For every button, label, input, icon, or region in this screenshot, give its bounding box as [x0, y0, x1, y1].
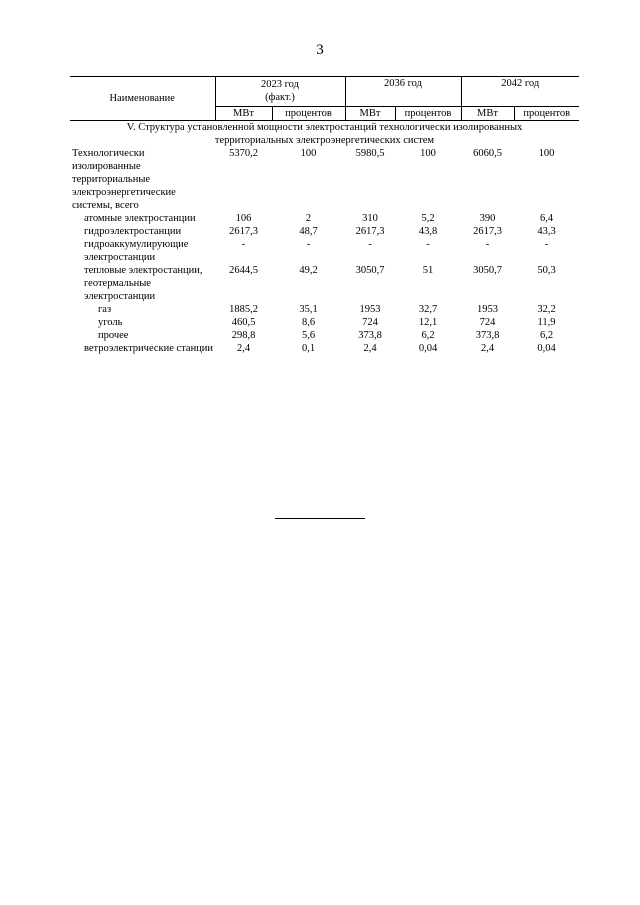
cell-value: 100 — [538, 148, 555, 159]
cell-value: - — [485, 239, 490, 250]
table-row — [70, 329, 579, 342]
section-title-row — [70, 121, 579, 148]
cell-value: 50,3 — [537, 265, 556, 276]
cell-value: 100 — [300, 148, 317, 159]
cell-value: 32,2 — [537, 304, 556, 315]
table-row — [70, 212, 579, 225]
row-name: тепловые электростанции, геотермальные электростанции — [84, 265, 203, 302]
cell-value: 1953 — [359, 304, 381, 315]
cell-value: - — [368, 239, 372, 250]
section-title-text: V. Структура установленной мощности электростанций технологически изолированных территориальных электроэнергетических систем — [126, 122, 523, 146]
table-row — [70, 342, 579, 355]
cell-value: 298,8 — [231, 330, 256, 341]
cell-value: 5,2 — [421, 213, 435, 224]
cell-value: 12,1 — [418, 317, 438, 328]
cell-value: 5370,2 — [229, 148, 258, 159]
table-row — [70, 147, 579, 212]
cell-value: 2 — [305, 213, 312, 224]
header-mw-2036: МВт — [345, 107, 395, 121]
header-year-2042: 2042 год — [461, 77, 579, 107]
cell-value: 3050,7 — [473, 265, 502, 276]
header-pct-2036: процентов — [395, 107, 461, 121]
cell-value: 43,3 — [537, 226, 556, 237]
cell-value: 2617,3 — [473, 226, 502, 237]
table-row — [70, 238, 579, 264]
cell-value: 51 — [422, 265, 434, 276]
cell-value: 3050,7 — [355, 265, 385, 276]
cell-value: 32,7 — [418, 304, 438, 315]
row-name: гидроэлектростанции — [84, 226, 182, 237]
cell-value: 373,8 — [475, 330, 500, 341]
table-row — [70, 264, 579, 303]
cell-value: 2,4 — [363, 343, 377, 354]
header-year-2036: 2036 год — [345, 77, 461, 107]
cell-value: 5980,5 — [355, 148, 385, 159]
cell-value: 2617,3 — [355, 226, 385, 237]
row-name: гидроаккумулирующие электростанции — [84, 239, 189, 263]
row-name: ветроэлектрические станции — [84, 343, 214, 354]
cell-value: - — [306, 239, 311, 250]
cell-value: 35,1 — [299, 304, 318, 315]
cell-value: 2,4 — [480, 343, 495, 354]
cell-value: 49,2 — [299, 265, 318, 276]
row-name: уголь — [98, 317, 123, 328]
capacity-structure-table — [70, 76, 579, 355]
cell-value: 0,04 — [537, 343, 556, 354]
header-pct-2023: процентов — [272, 107, 345, 121]
cell-value: 6,4 — [539, 213, 554, 224]
header-mw-2023: МВт — [215, 107, 272, 121]
cell-value: 460,5 — [231, 317, 256, 328]
cell-value: 724 — [479, 317, 496, 328]
cell-value: 8,6 — [301, 317, 316, 328]
header-row-years — [70, 77, 579, 107]
cell-value: 1953 — [477, 304, 498, 315]
cell-value: 6060,5 — [473, 148, 502, 159]
cell-value: 6,2 — [539, 330, 554, 341]
header-year-2023 — [215, 77, 345, 107]
cell-value: 11,9 — [537, 317, 556, 328]
cell-value: - — [241, 239, 246, 250]
table-row — [70, 225, 579, 238]
header-mw-2042: МВт — [461, 107, 514, 121]
header-pct-2042: процентов — [514, 107, 579, 121]
cell-value: 2644,5 — [229, 265, 258, 276]
header-name: Наименование — [70, 77, 215, 121]
header-year-2023-label: 2023 год — [261, 79, 299, 90]
row-name: прочее — [98, 330, 129, 341]
section-title — [70, 121, 579, 148]
cell-value: 390 — [479, 213, 496, 224]
header-year-2023-note: (факт.) — [265, 92, 295, 103]
page-number: 3 — [316, 42, 324, 58]
row-name: атомные электростанции — [84, 213, 196, 224]
cell-value: 310 — [362, 213, 378, 224]
table-row — [70, 316, 579, 329]
table-body — [70, 147, 579, 355]
row-name: Технологически изолированные территориальные электроэнергетические системы, всего — [72, 148, 176, 211]
cell-value: 100 — [420, 148, 436, 159]
row-name: газ — [98, 304, 112, 315]
cell-value: - — [544, 239, 549, 250]
cell-value: 43,8 — [418, 226, 438, 237]
end-rule — [275, 518, 365, 519]
cell-value: 2,4 — [236, 343, 251, 354]
cell-value: 5,6 — [301, 330, 316, 341]
cell-value: - — [426, 239, 430, 250]
cell-value: 6,2 — [421, 330, 435, 341]
cell-value: 2617,3 — [229, 226, 258, 237]
cell-value: 0,04 — [418, 343, 438, 354]
cell-value: 106 — [235, 213, 252, 224]
cell-value: 0,1 — [301, 343, 316, 354]
table-row — [70, 303, 579, 316]
cell-value: 724 — [362, 317, 378, 328]
cell-value: 48,7 — [299, 226, 318, 237]
cell-value: 1885,2 — [229, 304, 258, 315]
cell-value: 373,8 — [358, 330, 382, 341]
